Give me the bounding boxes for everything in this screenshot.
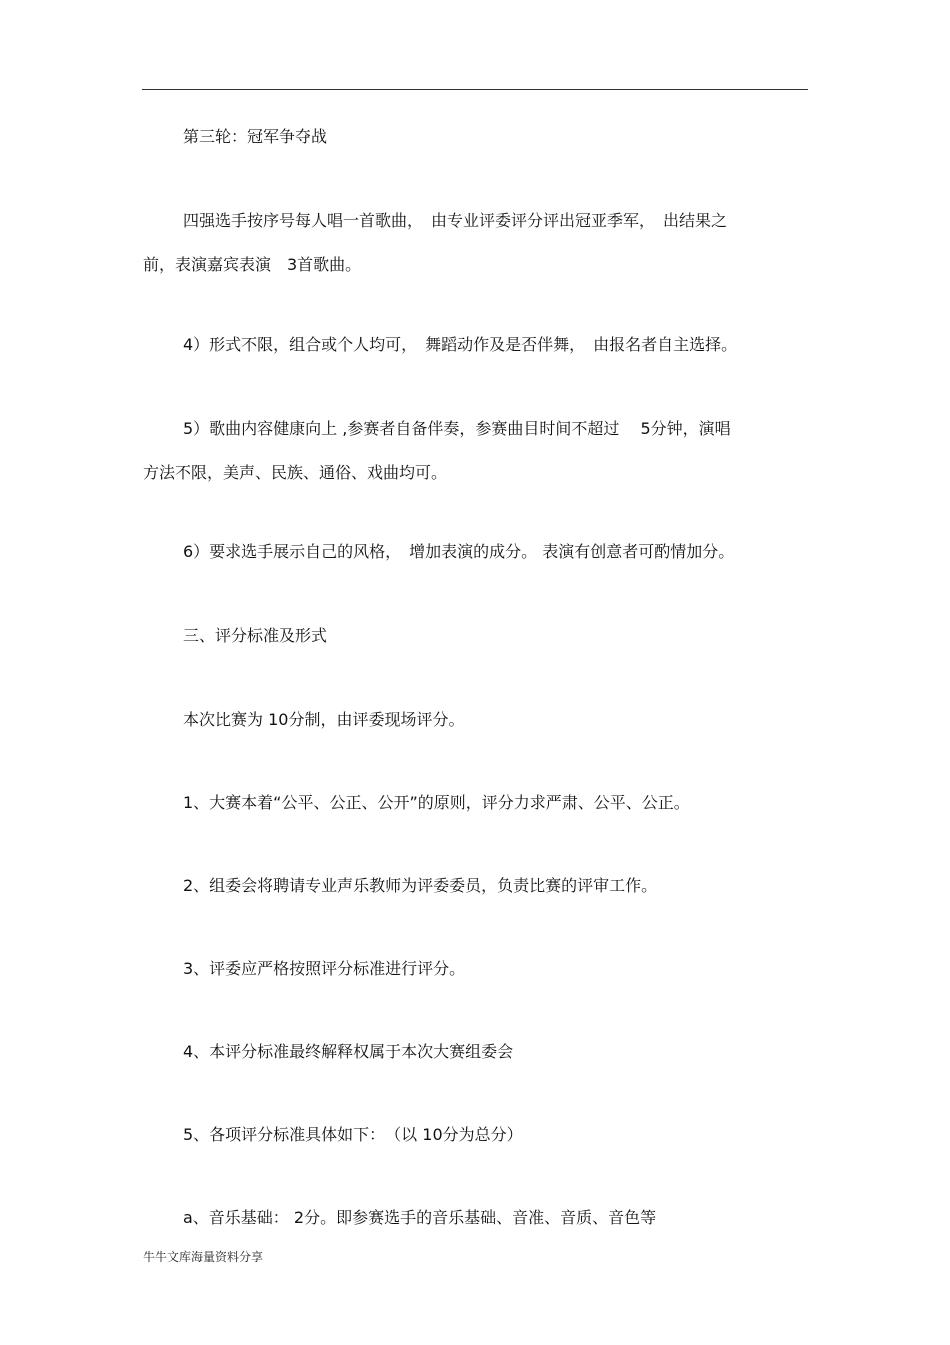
paragraph-rule-2: [143, 864, 809, 908]
paragraph-final-four: [143, 199, 809, 287]
round-three-heading: [143, 115, 809, 159]
paragraph-scoring-system: [143, 698, 809, 742]
text-line: 第三轮：冠军争夺战: [183, 127, 328, 146]
text-line: 6）要求选手展示自己的风格， 增加表演的成分。 表演有创意者可酌情加分。: [183, 542, 735, 561]
text-line: a、音乐基础： 2分。即参赛选手的音乐基础、音准、音质、音色等: [183, 1208, 657, 1227]
paragraph-item-6: [143, 530, 809, 574]
text-line: 2、组委会将聘请专业声乐教师为评委委员，负责比赛的评审工作。: [183, 876, 658, 895]
paragraph-rule-4: [143, 1030, 809, 1074]
paragraph-item-5: [143, 407, 809, 495]
header-rule: [142, 89, 808, 90]
text-line: 三、评分标准及形式: [183, 626, 328, 645]
text-line: 3、评委应严格按照评分标准进行评分。: [183, 959, 466, 978]
section-heading-scoring: [143, 614, 809, 658]
footer-text: 牛牛文库海量资料分享: [143, 1250, 264, 1264]
text-line: 1、大赛本着“公平、公正、公开”的原则，评分力求严肃、公平、公正。: [183, 793, 690, 812]
text-line: 4）形式不限，组合或个人均可， 舞蹈动作及是否伴舞， 由报名者自主选择。: [183, 335, 738, 354]
paragraph-rule-1: [143, 781, 809, 825]
text-line: 方法不限，美声、民族、通俗、戏曲均可。: [143, 463, 448, 482]
text-line: 5）歌曲内容健康向上 ,参赛者自备伴奏，参赛曲目时间不超过 5分钟，演唱: [183, 419, 731, 438]
paragraph-rule-5: [143, 1113, 809, 1157]
text-line: 4、本评分标准最终解释权属于本次大赛组委会: [183, 1042, 514, 1061]
paragraph-item-4: [143, 323, 809, 367]
text-line: 本次比赛为 10分制，由评委现场评分。: [183, 710, 465, 729]
paragraph-rule-3: [143, 947, 809, 991]
paragraph-criterion-a: [143, 1196, 809, 1240]
text-line: 前，表演嘉宾表演 3首歌曲。: [143, 255, 362, 274]
text-line: 5、各项评分标准具体如下： （以 10分为总分）: [183, 1125, 523, 1144]
text-line: 四强选手按序号每人唱一首歌曲， 由专业评委评分评出冠亚季军， 出结果之: [183, 211, 728, 230]
